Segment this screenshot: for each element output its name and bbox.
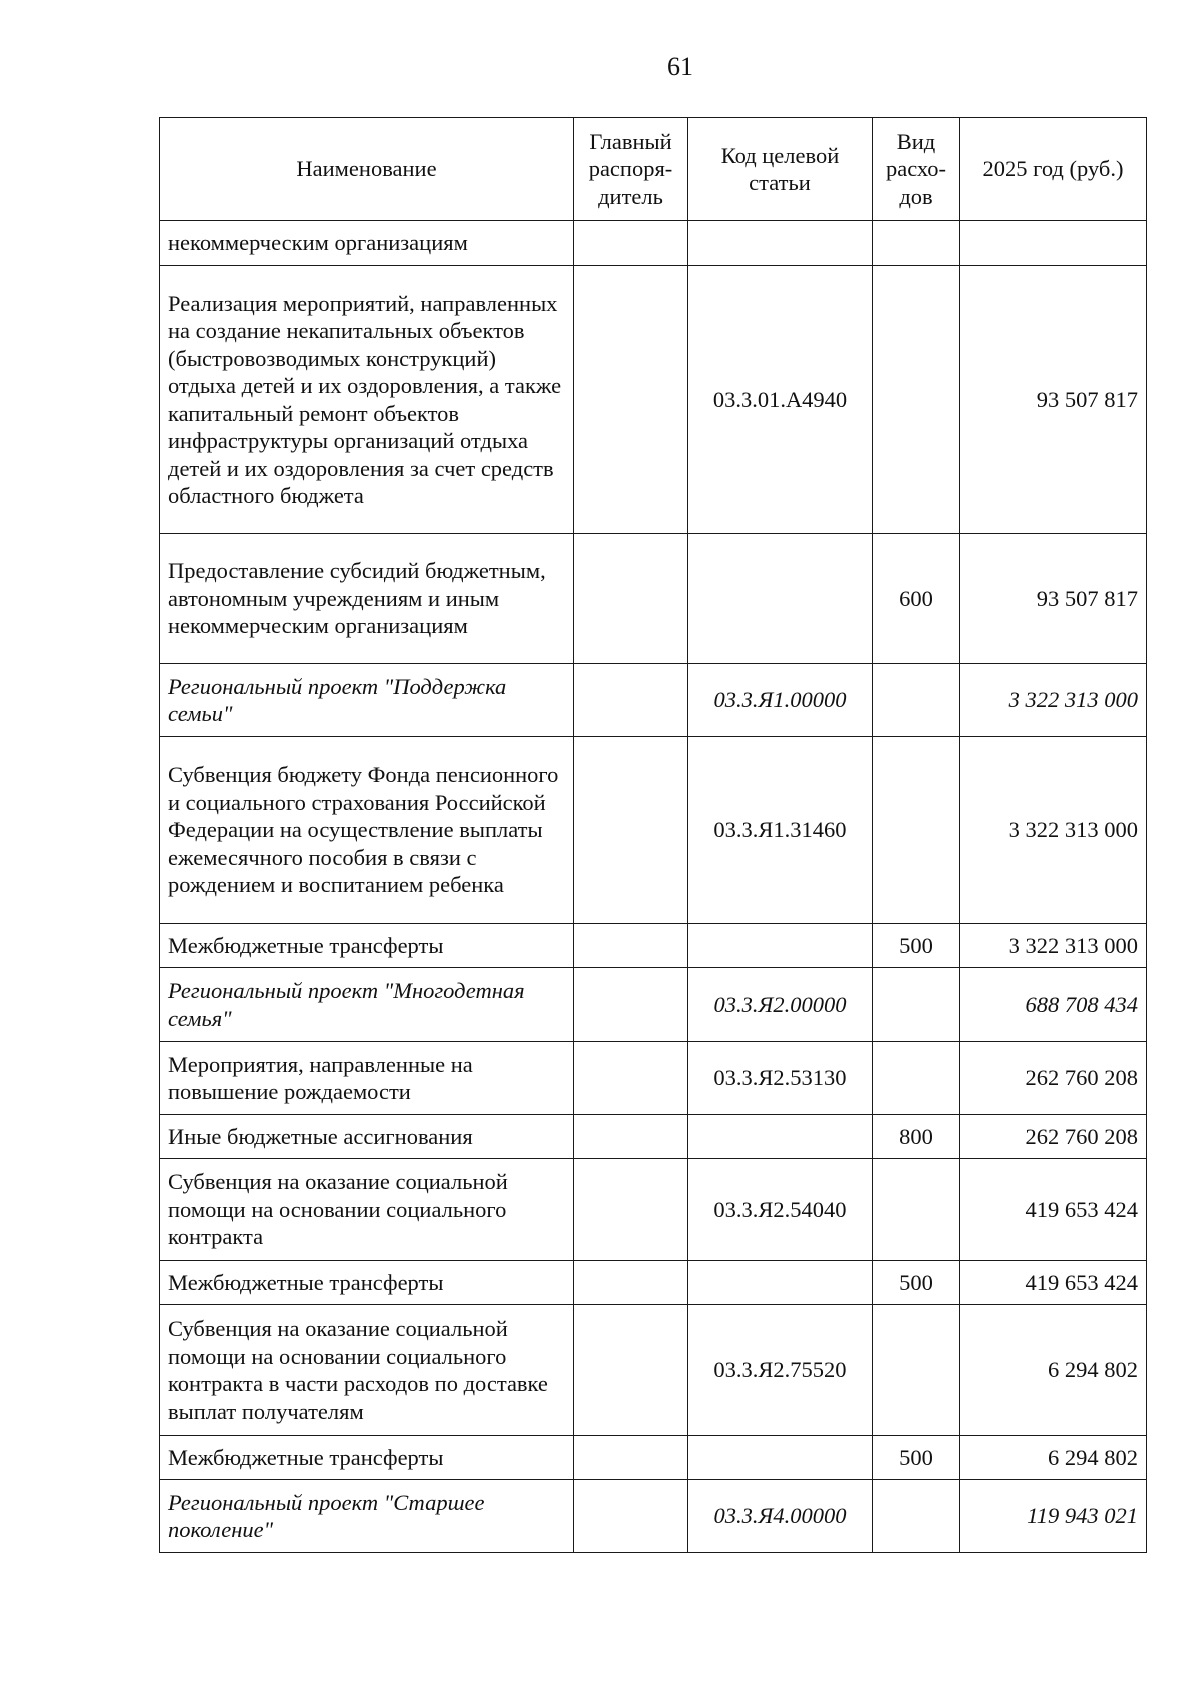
- cell-code: 03.3.Я2.75520: [688, 1305, 873, 1436]
- cell-name: Региональный проект "Старшее поколение": [160, 1480, 574, 1553]
- cell-admin: [574, 1261, 688, 1305]
- table-row: [160, 221, 1147, 266]
- cell-admin: [574, 1042, 688, 1115]
- table-row: [160, 664, 1147, 737]
- table-row: [160, 266, 1147, 534]
- table-row: [160, 1436, 1147, 1480]
- table-row: [160, 534, 1147, 664]
- cell-admin: [574, 266, 688, 534]
- cell-admin: [574, 1480, 688, 1553]
- table-row: [160, 968, 1147, 1042]
- cell-admin: [574, 924, 688, 968]
- cell-kind: [873, 1305, 960, 1436]
- budget-table: [159, 117, 1147, 1553]
- cell-amount: 6 294 802: [960, 1305, 1147, 1436]
- table-row: [160, 1042, 1147, 1115]
- cell-admin: [574, 1159, 688, 1261]
- cell-kind: [873, 968, 960, 1042]
- cell-kind: 500: [873, 1261, 960, 1305]
- header-amount: 2025 год (руб.): [960, 118, 1147, 221]
- cell-kind: [873, 1042, 960, 1115]
- cell-code: 03.3.Я2.53130: [688, 1042, 873, 1115]
- cell-kind: [873, 221, 960, 266]
- cell-kind: [873, 664, 960, 737]
- cell-amount: 93 507 817: [960, 266, 1147, 534]
- header-name: Наименование: [160, 118, 574, 221]
- table-header: [160, 118, 1147, 221]
- cell-code: [688, 1436, 873, 1480]
- cell-kind: [873, 737, 960, 924]
- cell-name: Мероприятия, направленные на повышение рождаемости: [160, 1042, 574, 1115]
- cell-code: [688, 924, 873, 968]
- cell-code: 03.3.Я1.31460: [688, 737, 873, 924]
- table-row: [160, 1115, 1147, 1159]
- cell-code: [688, 221, 873, 266]
- cell-code: 03.3.Я4.00000: [688, 1480, 873, 1553]
- cell-amount: 262 760 208: [960, 1115, 1147, 1159]
- cell-admin: [574, 1305, 688, 1436]
- table-row: [160, 1159, 1147, 1261]
- cell-name: Предоставление субсидий бюджетным, автономным учреждениям и иным некоммерческим организациям: [160, 534, 574, 664]
- cell-name: Иные бюджетные ассигнования: [160, 1115, 574, 1159]
- cell-admin: [574, 534, 688, 664]
- cell-code: 03.3.Я2.54040: [688, 1159, 873, 1261]
- cell-name: Межбюджетные трансферты: [160, 1436, 574, 1480]
- cell-amount: 3 322 313 000: [960, 737, 1147, 924]
- header-code: Код целевой статьи: [688, 118, 873, 221]
- cell-code: 03.3.01.А4940: [688, 266, 873, 534]
- cell-code: [688, 534, 873, 664]
- table-row: [160, 1305, 1147, 1436]
- cell-code: 03.3.Я1.00000: [688, 664, 873, 737]
- cell-amount: 6 294 802: [960, 1436, 1147, 1480]
- cell-name: Межбюджетные трансферты: [160, 1261, 574, 1305]
- table-row: [160, 737, 1147, 924]
- cell-name: Субвенция бюджету Фонда пенсионного и социального страхования Российской Федерации на осуществление выплаты ежемесячного пособия в связи с рождением и воспитанием ребенка: [160, 737, 574, 924]
- cell-amount: 688 708 434: [960, 968, 1147, 1042]
- table-body: [160, 221, 1147, 1553]
- cell-amount: [960, 221, 1147, 266]
- cell-code: [688, 1115, 873, 1159]
- cell-name: Региональный проект "Многодетная семья": [160, 968, 574, 1042]
- cell-amount: 93 507 817: [960, 534, 1147, 664]
- cell-name: Межбюджетные трансферты: [160, 924, 574, 968]
- cell-code: [688, 1261, 873, 1305]
- table-row: [160, 1480, 1147, 1553]
- cell-amount: 119 943 021: [960, 1480, 1147, 1553]
- cell-admin: [574, 664, 688, 737]
- header-admin: Главный распоря-дитель: [574, 118, 688, 221]
- cell-amount: 3 322 313 000: [960, 924, 1147, 968]
- cell-kind: [873, 1480, 960, 1553]
- table-row: [160, 1261, 1147, 1305]
- cell-admin: [574, 968, 688, 1042]
- cell-kind: 600: [873, 534, 960, 664]
- page-number: 61: [667, 52, 693, 81]
- cell-kind: [873, 266, 960, 534]
- cell-name: Региональный проект "Поддержка семьи": [160, 664, 574, 737]
- cell-admin: [574, 1115, 688, 1159]
- cell-name: Субвенция на оказание социальной помощи на основании социального контракта в части расходов по доставке выплат получателям: [160, 1305, 574, 1436]
- cell-kind: 500: [873, 1436, 960, 1480]
- cell-admin: [574, 737, 688, 924]
- cell-admin: [574, 221, 688, 266]
- cell-name: Субвенция на оказание социальной помощи на основании социального контракта: [160, 1159, 574, 1261]
- header-kind: Вид расхо-дов: [873, 118, 960, 221]
- cell-admin: [574, 1436, 688, 1480]
- cell-kind: [873, 1159, 960, 1261]
- cell-name: некоммерческим организациям: [160, 221, 574, 266]
- cell-amount: 262 760 208: [960, 1042, 1147, 1115]
- cell-amount: 3 322 313 000: [960, 664, 1147, 737]
- table-row: [160, 924, 1147, 968]
- cell-amount: 419 653 424: [960, 1261, 1147, 1305]
- cell-amount: 419 653 424: [960, 1159, 1147, 1261]
- cell-code: 03.3.Я2.00000: [688, 968, 873, 1042]
- cell-name: Реализация мероприятий, направленных на создание некапитальных объектов (быстровозводимых конструкций) отдыха детей и их оздоровления, а также капитальный ремонт объектов инфраструктуры организаций отдыха детей и их оздоровления за счет средств областного бюджета: [160, 266, 574, 534]
- cell-kind: 800: [873, 1115, 960, 1159]
- cell-kind: 500: [873, 924, 960, 968]
